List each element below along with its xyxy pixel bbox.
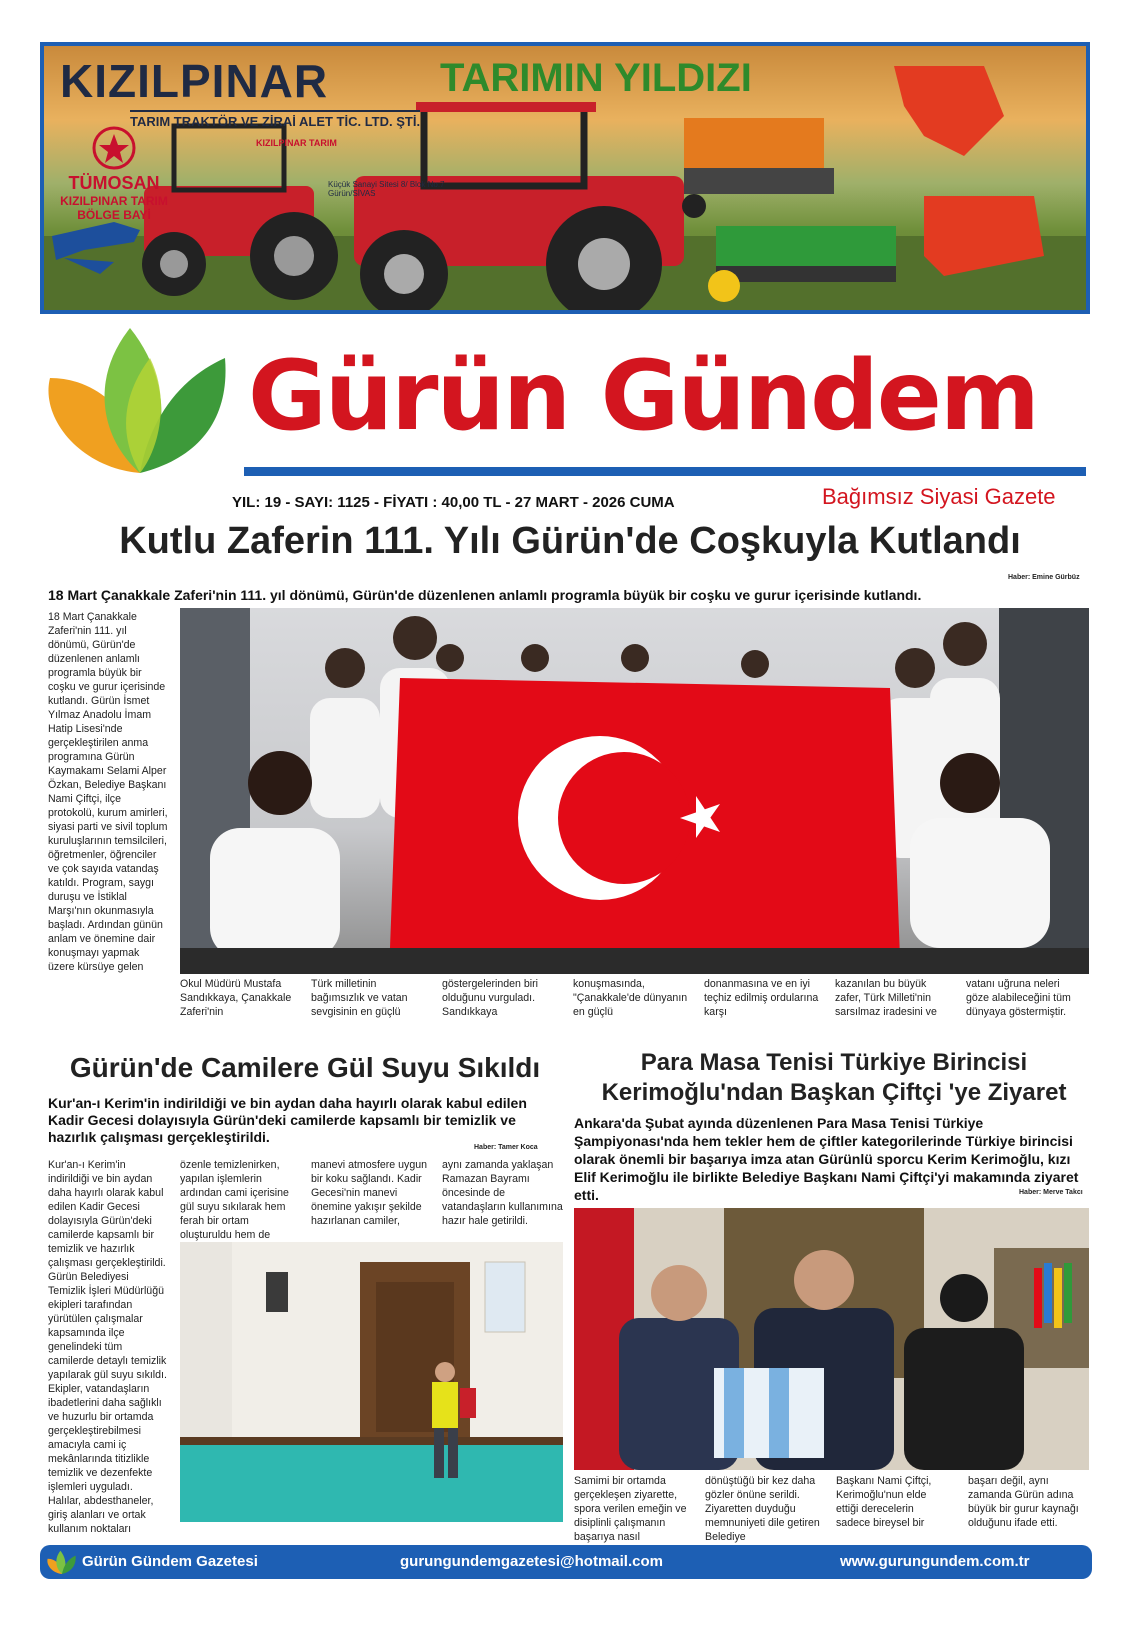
main-bottom-col-2: Türk milletinin bağımsızlık ve vatan sevgisinin en güçlü bbox=[311, 978, 408, 1018]
left-credit: Haber: Tamer Koca bbox=[474, 1144, 538, 1151]
tagline: Bağımsız Siyasi Gazete bbox=[822, 484, 1056, 509]
right-headline: Para Masa Tenisi Türkiye Birincisi Kerimoğlu'ndan Başkan Çiftçi 'ye Ziyaret bbox=[601, 1049, 1067, 1106]
footer-leaf-icon bbox=[46, 1549, 78, 1575]
footer-website[interactable]: www.gurungundem.com.tr bbox=[840, 1553, 1030, 1570]
left-top-col-3: aynı zamanda yaklaşan Ramazan Bayramı öncesinde de vatandaşların kullanımına hazır hale getirildi. bbox=[442, 1159, 563, 1227]
footer-name: Gürün Gündem Gazetesi bbox=[82, 1553, 258, 1570]
main-bottom-col-6: kazanılan bu büyük zafer, Türk Milleti'nin sarsılmaz iradesini ve bbox=[835, 978, 937, 1018]
footer-bar bbox=[40, 1545, 1092, 1579]
main-photo bbox=[180, 608, 1089, 974]
ad-subtitle: TARIM TRAKTÖR VE ZİRAİ ALET TİC. LTD. ŞTİ. bbox=[130, 110, 420, 129]
masthead-rule bbox=[244, 467, 1086, 476]
dealer-brand: TÜMOSAN bbox=[68, 173, 160, 193]
left-headline: Gürün'de Camilere Gül Suyu Sıkıldı bbox=[69, 1052, 541, 1083]
main-bottom-col-3: göstergelerinden biri olduğunu vurguladı. Sandıkkaya bbox=[442, 978, 538, 1018]
issue-line: YIL: 19 - SAYI: 1125 - FİYATI : 40,00 TL - 27 MART - 2026 CUMA bbox=[232, 494, 675, 511]
right-bottom-col-2: dönüştüğü bir kez daha gözler önüne serildi. Ziyaretten duyduğu memnuniyeti dile getiren Belediye bbox=[705, 1475, 820, 1543]
dealer-line2: BÖLGE BAYİ bbox=[77, 208, 151, 222]
seeder-icon bbox=[682, 118, 834, 218]
left-lede: Kur'an-ı Kerim'in indirildiği ve bin aydan daha hayırlı olarak kabul edilen Kadir Gecesi dolayısıyla Gürün'deki camilerde kapsamlı bir temizlik ve hazırlık çalışması gerçekleştirildi. bbox=[48, 1095, 527, 1145]
left-body-column: Kur'an-ı Kerim'in indirildiği ve bin aydan daha hayırlı olarak kabul edilen Kadir Gecesi dolayısıyla Gürün'deki camilerde kapsamlı bir temizlik ve hazırlık çalışması gerçekleştirildi. Gürün Belediyesi Temizlik İşleri Müdürlüğü ekipleri tarafından yürütülen çalışmalar kapsamında ilçe genelindeki tüm camilerde detaylı temizlik yapılarak gül suyu sıkıldı. Ekipler, vatandaşların ibadetlerini daha sağlıklı ve huzurlu bir ortamda gerçekleştirebilmesi amacıyla cami iç mekânlarında titizlikle temizlik ve dezenfekte işlemleri uyguladı. Halılar, abdesthaneler, giriş alanları ve ortak kullanım noktaları bbox=[48, 1159, 167, 1535]
main-bottom-col-4: konuşmasında, "Çanakkale'de dünyanın en güçlü bbox=[573, 978, 688, 1018]
left-photo bbox=[180, 1242, 563, 1522]
tumosan-star-icon bbox=[92, 126, 136, 170]
ad-dealer bbox=[54, 126, 174, 222]
ad-address: Küçük Sanayi Sitesi 8/ Blok No:7 Gürün/SİVAS bbox=[328, 180, 445, 198]
masthead-title: Gürün Gündem bbox=[248, 340, 1038, 452]
visit-scene bbox=[574, 1208, 1089, 1470]
mosque-interior-scene bbox=[180, 1242, 563, 1522]
right-bottom-col-1: Samimi bir ortamda gerçekleşen ziyarette, spora verilen emeğin ve disiplinli çalışmanın başarıya nasıl bbox=[574, 1475, 687, 1543]
advertisement-banner[interactable] bbox=[40, 42, 1090, 314]
main-bottom-col-7: vatanı uğruna neleri göze alabileceğini tüm dünyaya göstermiştir. bbox=[966, 978, 1071, 1018]
main-body-column: 18 Mart Çanakkale Zaferi'nin 111. yıl dönümü, Gürün'de düzenlenen anlamlı programla büyük bir coşku ve gurur içerisinde kutlandı. Gürün İsmet Yılmaz Anadolu İmam Hatip Lisesi'nde gerçekleştirilen anma programına Gürün Kaymakamı Selami Alper Özkan, Belediye Başkanı Nami Çiftçi, ilçe protokolü, kurum amirleri, siyasi parti ve sivil toplum kuruluşlarının temsilcileri, öğretmenler, öğrenciler ve çok sayıda vatandaş katıldı. Program, saygı duruşu ve İstiklal Marşı'nın okunmasıyla başladı. Ardından günün anlam ve önemine dair konuşmayı yapmak üzere kürsüye gelen bbox=[48, 611, 168, 973]
main-lede: 18 Mart Çanakkale Zaferi'nin 111. yıl dönümü, Gürün'de düzenlenen anlamlı programla büyük bir coşku ve gurur içerisinde kutlandı. bbox=[48, 587, 922, 603]
flag-scene bbox=[180, 608, 1089, 974]
main-bottom-col-5: donanmasına ve en iyi teçhiz edilmiş ordularına karşı bbox=[704, 978, 819, 1018]
ad-brand: KIZILPINAR bbox=[60, 55, 329, 107]
left-top-col-2: manevi atmosfere uygun bir koku sağlandı. Kadir Gecesi'nin manevi önemine yakışır şekilde hazırlanan camiler, bbox=[311, 1159, 428, 1227]
ad-small-brand: KIZILPINAR TARIM bbox=[256, 138, 337, 148]
leaf-logo-icon bbox=[40, 318, 240, 478]
right-credit: Haber: Merve Takcı bbox=[1019, 1189, 1083, 1196]
main-bottom-col-1: Okul Müdürü Mustafa Sandıkkaya, Çanakkale Zaferi'nin bbox=[180, 978, 292, 1018]
main-headline: Kutlu Zaferin 111. Yılı Gürün'de Coşkuyla Kutlandı bbox=[119, 520, 1021, 562]
left-top-col-1: özenle temizlenirken, yapılan işlemlerin ardından cami içerisine gül suyu sıkılarak hem ferah bir ortam oluşturuldu hem de bbox=[180, 1159, 289, 1241]
right-bottom-col-4: başarı değil, aynı zamanda Gürün adına büyük bir gurur kaynağı olduğunu ifade etti. bbox=[968, 1475, 1079, 1529]
footer-email[interactable]: gurungundemgazetesi@hotmail.com bbox=[400, 1553, 663, 1570]
dealer-line1: KIZILPINAR TARIM bbox=[60, 194, 168, 208]
right-photo bbox=[574, 1208, 1089, 1470]
right-bottom-col-3: Başkanı Nami Çiftçi, Kerimoğlu'nun elde ettiği derecelerin sadece bireysel bir bbox=[836, 1475, 932, 1529]
right-lede: Ankara'da Şubat ayında düzenlenen Para Masa Tenisi Türkiye Şampiyonası'nda hem tekler hem de çiftler kategorilerinde Türkiye birincisi olarak önemli bir başarıya imza atan Gürünlü sporcu Kerim Kerimoğlu, kızı Elif Kerimoğlu ile birlikte Belediye Başkanı Nami Çiftçi'yi makamında ziyaret etti. bbox=[574, 1115, 1079, 1203]
main-credit: Haber: Emine Gürbüz bbox=[1008, 574, 1080, 581]
ad-slogan: TARIMIN YILDIZI bbox=[440, 56, 752, 100]
